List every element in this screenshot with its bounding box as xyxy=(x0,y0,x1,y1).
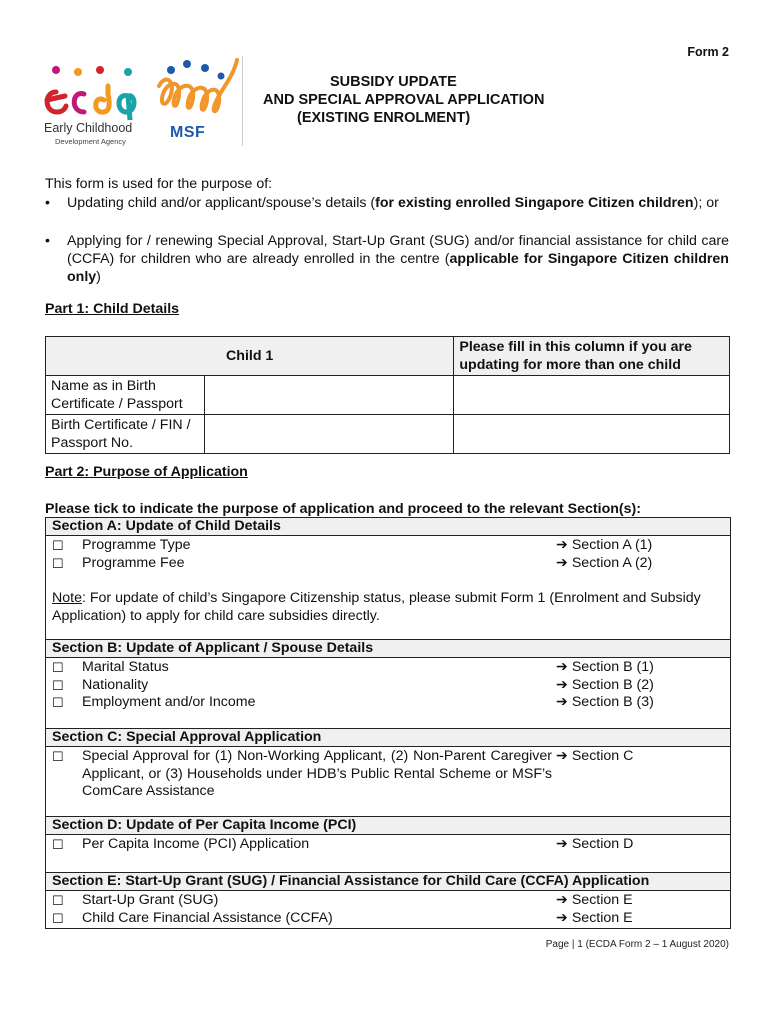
section-a-body xyxy=(46,536,730,640)
section-d-heading: Section D: Update of Per Capita Income (PCI) xyxy=(46,817,730,835)
part2-heading: Part 2: Purpose of Application xyxy=(45,464,248,480)
target-text: Section D xyxy=(571,836,634,852)
item-target xyxy=(556,537,730,555)
target-text: Section E xyxy=(571,909,633,926)
target-text: Section B (1) xyxy=(571,659,654,675)
item-target xyxy=(556,555,730,573)
child-details-table xyxy=(45,336,730,454)
ecda-logo-line1: Early Childhood xyxy=(44,121,133,135)
checkbox-nationality[interactable]: ☐ xyxy=(52,677,64,693)
bullet-1-post: ); or xyxy=(693,195,719,211)
section-a-note xyxy=(46,589,730,625)
item-target xyxy=(556,892,730,910)
bullet-1-pre: Updating child and/or applicant/spouse’s details ( xyxy=(67,195,376,211)
item-target xyxy=(556,910,730,928)
checkbox-programme-type[interactable]: ☐ xyxy=(52,538,64,553)
bullet-1-text xyxy=(67,194,729,212)
bullet-2-pre: Applying for / renewing Special Approval, Start-Up Grant (SUG) and/or financial assistance for child care (CCFA) for children who are already enrolled in the centre ( xyxy=(67,233,729,267)
item-target xyxy=(556,694,730,712)
item-label: Programme Type xyxy=(82,537,191,553)
logo-divider xyxy=(242,56,243,146)
bullet-dot: • xyxy=(45,195,50,211)
child2-name-input[interactable] xyxy=(454,376,730,415)
section-c-body xyxy=(46,747,730,817)
section-b-item-nationality xyxy=(46,677,730,695)
section-e-item-sug xyxy=(46,892,730,910)
target-text: Section B (3) xyxy=(571,694,654,710)
target-text: Section E xyxy=(571,892,633,908)
arrow-icon: ➔ xyxy=(556,836,568,852)
checkbox-special-approval[interactable]: ☐ xyxy=(52,749,64,764)
page-footer: Page | 1 (ECDA Form 2 – 1 August 2020) xyxy=(545,939,729,950)
intro-lead: This form is used for the purpose of: xyxy=(45,176,273,192)
msf-logo-text: MSF xyxy=(170,124,206,141)
section-b-item-employment xyxy=(46,694,730,712)
checkbox-marital-status[interactable]: ☐ xyxy=(52,660,64,675)
arrow-icon: ➔ xyxy=(556,554,568,571)
item-label: Start-Up Grant (SUG) xyxy=(82,892,219,908)
tick-instruction: Please tick to indicate the purpose of application and proceed to the relevant Section(s): xyxy=(45,501,641,517)
item-target xyxy=(556,677,730,695)
form-title-line3: (EXISTING ENROLMENT) xyxy=(297,110,471,126)
section-c-item-special-approval xyxy=(46,748,730,801)
section-d-item-pci xyxy=(46,836,730,854)
bullet-2-text xyxy=(67,232,729,286)
section-e-item-ccfa xyxy=(46,910,730,928)
arrow-icon: ➔ xyxy=(556,748,568,764)
target-text: Section A (1) xyxy=(571,537,653,553)
arrow-icon: ➔ xyxy=(556,537,568,553)
note-text: : For update of child’s Singapore Citizenship status, please submit Form 1 (Enrolment and Subsidy Application) to apply for child care subsidies directly. xyxy=(52,590,701,624)
form-title-line2: AND SPECIAL APPROVAL APPLICATION xyxy=(263,92,545,108)
checkbox-employment[interactable]: ☐ xyxy=(52,695,64,710)
arrow-icon: ➔ xyxy=(556,909,568,926)
msf-logo xyxy=(153,56,243,148)
target-text: Section C xyxy=(571,748,634,764)
target-text: Section B (2) xyxy=(571,676,654,693)
ecda-logo-mark xyxy=(40,58,146,120)
msf-logo-mark xyxy=(153,56,243,122)
checkbox-sug[interactable]: ☐ xyxy=(52,893,64,908)
arrow-icon: ➔ xyxy=(556,694,568,710)
item-label: Special Approval for (1) Non-Working Applicant, (2) Non-Parent Caregiver Applicant, or (3) Households under HDB’s Public Rental Scheme or MSF’s ComCare Assistance xyxy=(82,748,552,799)
purpose-sections-table xyxy=(45,517,731,929)
item-target xyxy=(556,748,730,801)
ecda-logo xyxy=(40,58,146,150)
item-label: Employment and/or Income xyxy=(82,694,256,710)
section-e-body xyxy=(46,891,730,929)
child1-name-input[interactable] xyxy=(204,376,454,415)
item-label: Nationality xyxy=(82,676,149,693)
checkbox-pci[interactable]: ☐ xyxy=(52,837,64,852)
col-more-children: Please fill in this column if you are updating for more than one child xyxy=(454,337,730,376)
item-label: Per Capita Income (PCI) Application xyxy=(82,836,310,852)
item-label: Programme Fee xyxy=(82,554,185,571)
ecda-logo-line2: Development Agency xyxy=(55,137,126,146)
target-text: Section A (2) xyxy=(571,554,653,571)
intro-bullet-2 xyxy=(45,232,729,286)
section-b-item-marital-status xyxy=(46,659,730,677)
checkbox-ccfa[interactable]: ☐ xyxy=(52,910,64,926)
checkbox-programme-fee[interactable]: ☐ xyxy=(52,555,64,571)
row-name-label: Name as in Birth Certificate / Passport xyxy=(46,376,205,415)
arrow-icon: ➔ xyxy=(556,659,568,675)
section-a-item-programme-type xyxy=(46,537,730,555)
child1-id-input[interactable] xyxy=(204,415,454,454)
intro-bullet-1 xyxy=(45,194,729,212)
section-b-heading: Section B: Update of Applicant / Spouse Details xyxy=(46,640,730,658)
form-number: Form 2 xyxy=(687,45,729,59)
section-c-heading: Section C: Special Approval Application xyxy=(46,729,730,747)
item-label: Marital Status xyxy=(82,659,169,675)
bullet-2-post: ) xyxy=(96,269,101,285)
bullet-1-bold: for existing enrolled Singapore Citizen children xyxy=(375,195,694,211)
section-a-heading: Section A: Update of Child Details xyxy=(46,518,730,536)
row-id-label: Birth Certificate / FIN / Passport No. xyxy=(46,415,205,454)
col-child-1: Child 1 xyxy=(46,337,454,376)
section-b-body xyxy=(46,658,730,729)
item-target xyxy=(556,836,730,854)
section-d-body xyxy=(46,835,730,873)
child2-id-input[interactable] xyxy=(454,415,730,454)
item-target xyxy=(556,659,730,677)
arrow-icon: ➔ xyxy=(556,676,568,693)
arrow-icon: ➔ xyxy=(556,892,568,908)
form-title-line1: SUBSIDY UPDATE xyxy=(330,74,457,90)
note-label: Note xyxy=(52,590,82,606)
section-a-item-programme-fee xyxy=(46,555,730,573)
item-label: Child Care Financial Assistance (CCFA) xyxy=(82,909,333,926)
bullet-dot: • xyxy=(45,233,50,249)
part1-heading: Part 1: Child Details xyxy=(45,301,180,317)
section-e-heading: Section E: Start-Up Grant (SUG) / Financial Assistance for Child Care (CCFA) Application xyxy=(46,873,730,891)
bullet-2-bold: applicable for Singapore Citizen children only xyxy=(67,251,729,285)
